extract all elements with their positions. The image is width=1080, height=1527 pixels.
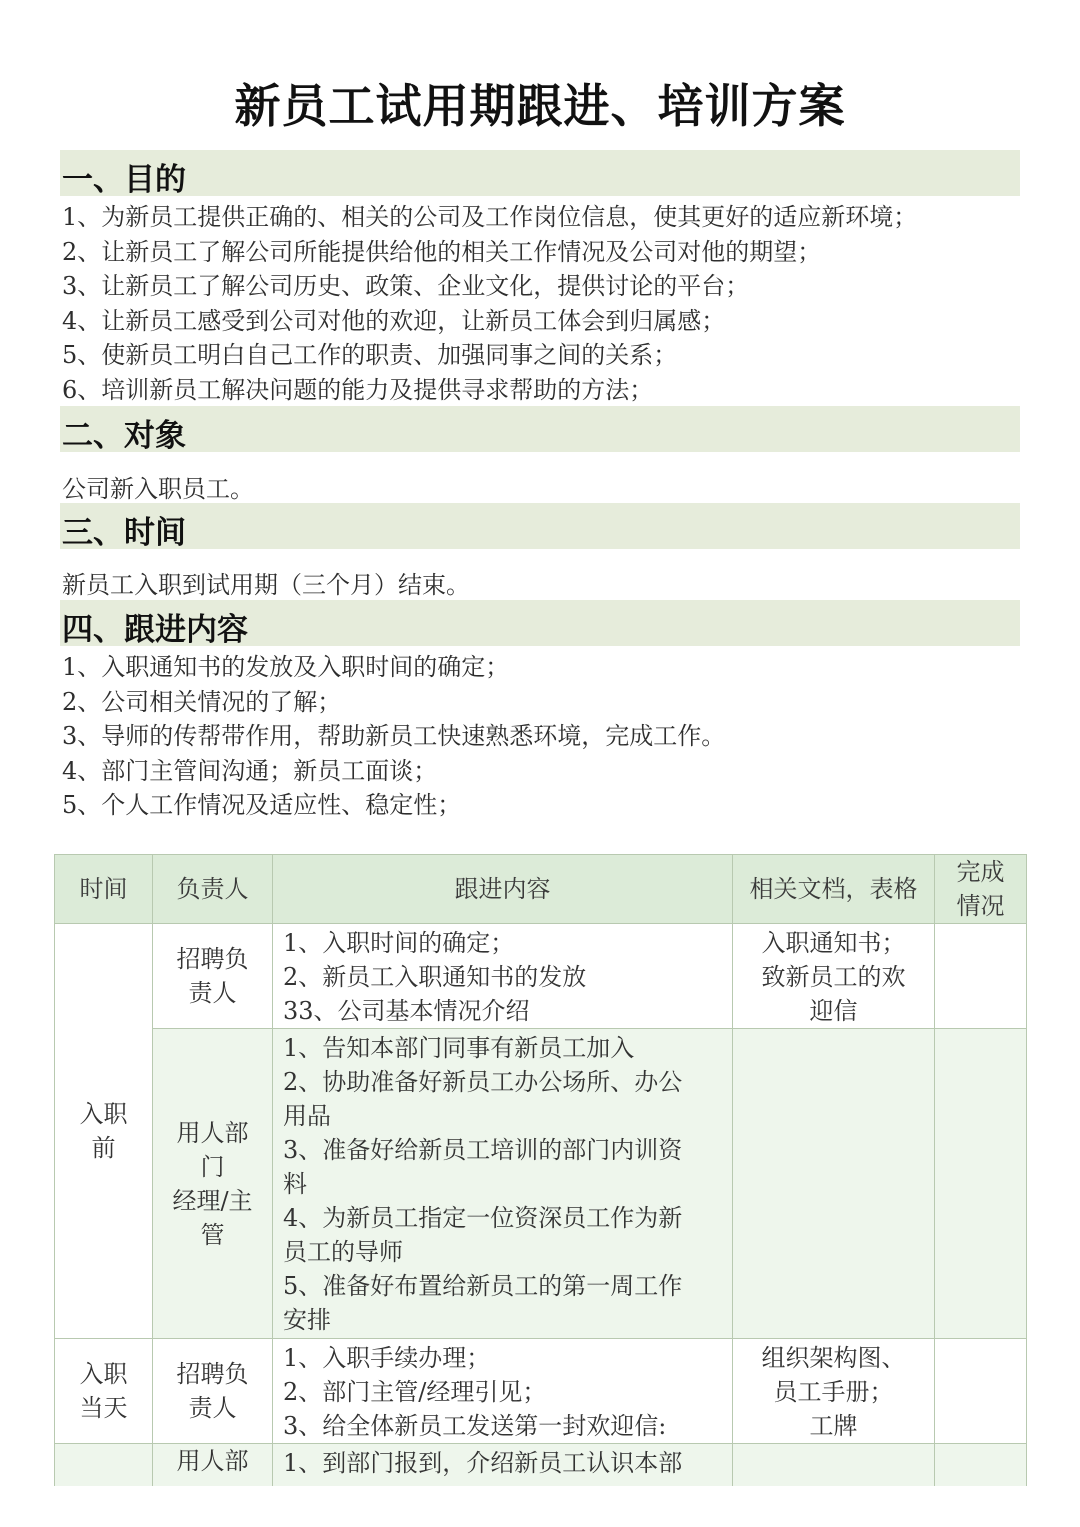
- table-row: [55, 924, 1027, 1029]
- docs-cell: 入职通知书； 致新员工的欢 迎信: [733, 924, 935, 1029]
- purpose-list: [62, 200, 917, 408]
- list-item: 4、让新员工感受到公司对他的欢迎，让新员工体会到归属感；: [62, 306, 726, 335]
- target-text: 公司新入职员工。: [62, 475, 254, 503]
- list-item: 2、公司相关情况的了解；: [62, 687, 342, 716]
- content-list: [62, 650, 725, 823]
- list-item: 1、为新员工提供正确的、相关的公司及工作岗位信息，使其更好的适应新环境；: [62, 203, 918, 231]
- header-content: 跟进内容: [273, 855, 733, 924]
- table-row: [55, 1339, 1027, 1444]
- tracking-table: [54, 854, 1027, 1504]
- phase-cell: 入职 当天: [55, 1339, 153, 1444]
- owner-cell: 招聘负 责人: [153, 924, 273, 1029]
- header-time: 时间: [55, 855, 153, 924]
- list-item: 1、入职通知书的发放及入职时间的确定；: [62, 653, 510, 681]
- content-cell: 1、入职时间的确定； 2、新员工入职通知书的发放 33、公司基本情况介绍: [273, 924, 733, 1029]
- header-docs: 相关文档，表格: [733, 855, 935, 924]
- list-item: 2、让新员工了解公司所能提供给他的相关工作情况及公司对他的期望；: [62, 237, 822, 266]
- page-title: 新员工试用期跟进、培训方案: [234, 79, 846, 133]
- owner-cell: 招聘负 责人: [153, 1339, 273, 1444]
- docs-cell: [733, 1029, 935, 1339]
- content-cell: 1、告知本部门同事有新员工加入 2、协助准备好新员工办公场所、办公 用品 3、准备好给新员工培训的部门内训资 料 4、为新员工指定一位资深员工作为新 员工的导师 5、准备好布置给新员工的第一周工作 安排: [273, 1029, 733, 1339]
- table-row: [55, 1029, 1027, 1339]
- list-item: 5、使新员工明白自己工作的职责、加强同事之间的关系；: [62, 341, 678, 370]
- list-item: 4、部门主管间沟通；新员工面谈；: [62, 756, 438, 785]
- list-item: 5、个人工作情况及适应性、稳定性；: [62, 791, 462, 820]
- done-cell: [935, 924, 1027, 1029]
- header-done: 完成 情况: [935, 855, 1027, 924]
- owner-cell: 用人部: [153, 1444, 273, 1504]
- done-cell: [935, 1029, 1027, 1339]
- done-cell: [935, 1339, 1027, 1444]
- list-item: 3、导师的传帮带作用，帮助新员工快速熟悉环境，完成工作。: [62, 722, 726, 751]
- content-cell: 1、到部门报到，介绍新员工认识本部: [273, 1444, 733, 1504]
- section-heading-target: 二、对象: [60, 406, 1020, 452]
- section-heading-time: 三、时间: [60, 503, 1020, 549]
- time-text: 新员工入职到试用期（三个月）结束。: [62, 571, 470, 599]
- docs-cell: 组织架构图、 员工手册； 工牌: [733, 1339, 935, 1444]
- phase-cell: 入职 前: [55, 924, 153, 1339]
- header-owner: 负责人: [153, 855, 273, 924]
- owner-cell: 用人部 门 经理/主 管: [153, 1029, 273, 1339]
- content-cell: 1、入职手续办理； 2、部门主管/经理引见； 3、给全体新员工发送第一封欢迎信:: [273, 1339, 733, 1444]
- page-bottom-margin: [0, 1486, 1080, 1527]
- section-heading-purpose: 一、目的: [60, 150, 1020, 196]
- list-item: 6、培训新员工解决问题的能力及提供寻求帮助的方法；: [62, 375, 654, 404]
- list-item: 3、让新员工了解公司历史、政策、企业文化，提供讨论的平台；: [62, 272, 750, 301]
- section-heading-content: 四、跟进内容: [60, 600, 1020, 646]
